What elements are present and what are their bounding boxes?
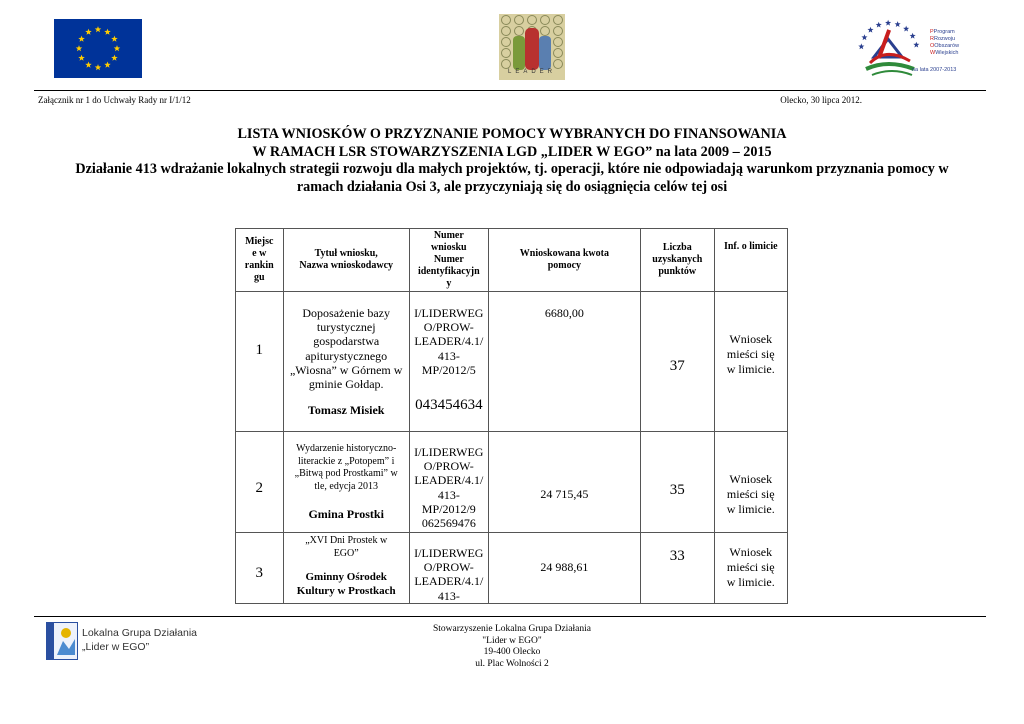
row3-points: 33 [641, 533, 714, 604]
table-row [236, 432, 788, 533]
row3-number: I/LIDERWEG O/PROW- LEADER/4.1/ 413- [409, 533, 488, 604]
row1-title: Doposażenie bazy turystycznej gospodarstwa apiturystycznego „Wiosna” w Górnem w gminie Gołdap. Tomasz Misiek [283, 292, 409, 432]
header-amount: Wnioskowana kwota pomocy [488, 229, 640, 292]
row1-rank: 1 [236, 292, 284, 432]
prow-text-3: OObszarów [930, 43, 960, 49]
header-divider [34, 90, 986, 91]
row1-limit: Wniosek mieści się w limicie. [714, 292, 788, 432]
leader-logo [499, 14, 565, 80]
table-row [236, 533, 788, 604]
header-limit: Inf. o limicie [714, 229, 788, 292]
document-title [0, 126, 1024, 196]
footer-divider [34, 616, 986, 617]
title-line-1: LISTA WNIOSKÓW O PRZYZNANIE POMOCY WYBRANYCH DO FINANSOWANIA [237, 126, 787, 142]
prow-text-2: RRozwoju [930, 36, 956, 42]
place-date: Olecko, 30 lipca 2012. [780, 95, 862, 105]
row1-id: 043454634 [415, 397, 483, 414]
row2-number: I/LIDERWEG O/PROW- LEADER/4.1/ 413- MP/2012/9 062569476 [409, 432, 488, 533]
header-rank: Miejsc e w rankin gu [236, 229, 284, 292]
leader-logo-text: LEADER [507, 69, 556, 75]
eu-flag-logo [54, 19, 142, 78]
header-points: Liczba uzyskanych punktów [641, 229, 714, 292]
row2-applicant: Gmina Prostki [308, 507, 384, 521]
row2-amount: 24 715,45 [488, 432, 640, 533]
row2-points: 35 [641, 432, 714, 533]
applications-table [235, 228, 788, 604]
header-number: Numer wniosku Numer identyfikacyjn y [409, 229, 488, 292]
title-line-3: Działanie 413 wdrażanie lokalnych strategii rozwoju dla małych projektów, tj. operacji, które nie odpowiadają warunkom przyznania pomocy w [75, 161, 949, 177]
row2-title: Wydarzenie historyczno- literackie z „Potopem” i „Bitwą pod Prostkami” w tle, edycja 2013 Gmina Prostki [283, 432, 409, 533]
row2-id: 062569476 [421, 516, 476, 531]
prow-logo [852, 17, 962, 81]
row2-limit: Wniosek mieści się w limicie. [714, 432, 788, 533]
title-line-2: W RAMACH LSR STOWARZYSZENIA LGD „LIDER W EGO” na lata 2009 – 2015 [252, 143, 772, 160]
row1-number: I/LIDERWEG O/PROW- LEADER/4.1/ 413- MP/2012/5 043454634 [409, 292, 488, 432]
title-line-4: ramach działania Osi 3, ale przyczyniają się do osiągnięcia celów tej osi [296, 178, 728, 195]
row3-rank: 3 [236, 533, 284, 604]
eu-stars-icon [54, 19, 142, 78]
row2-rank: 2 [236, 432, 284, 533]
table-header-row [236, 229, 788, 292]
prow-text-4: WWiejskich [930, 50, 959, 56]
header-title: Tytuł wniosku, Nazwa wnioskodawcy [283, 229, 409, 292]
footer-address: Stowarzyszenie Lokalna Grupa Działania "Lider w EGO" 19-400 Olecko ul. Plac Wolności 2 [432, 624, 591, 669]
lgd-name: Lokalna Grupa Działania „Lider w EGO” [82, 627, 197, 653]
row3-applicant: Gminny Ośrodek Kultury w Prostkach [296, 571, 396, 597]
row1-points: 37 [641, 292, 714, 432]
prow-text-1: PProgram [930, 29, 955, 35]
prow-text-5: na lata 2007-2013 [912, 67, 957, 73]
row3-limit: Wniosek mieści się w limicie. [714, 533, 788, 604]
row1-amount: 6680,00 [488, 292, 640, 432]
row3-title: „XVI Dni Prostek w EGO” Gminny Ośrodek Kultury w Prostkach [283, 533, 409, 604]
attachment-note: Załącznik nr 1 do Uchwały Rady nr I/1/12 [38, 95, 191, 105]
row1-applicant: Tomasz Misiek [307, 403, 385, 418]
row3-amount: 24 988,61 [488, 533, 640, 604]
table-row [236, 292, 788, 432]
